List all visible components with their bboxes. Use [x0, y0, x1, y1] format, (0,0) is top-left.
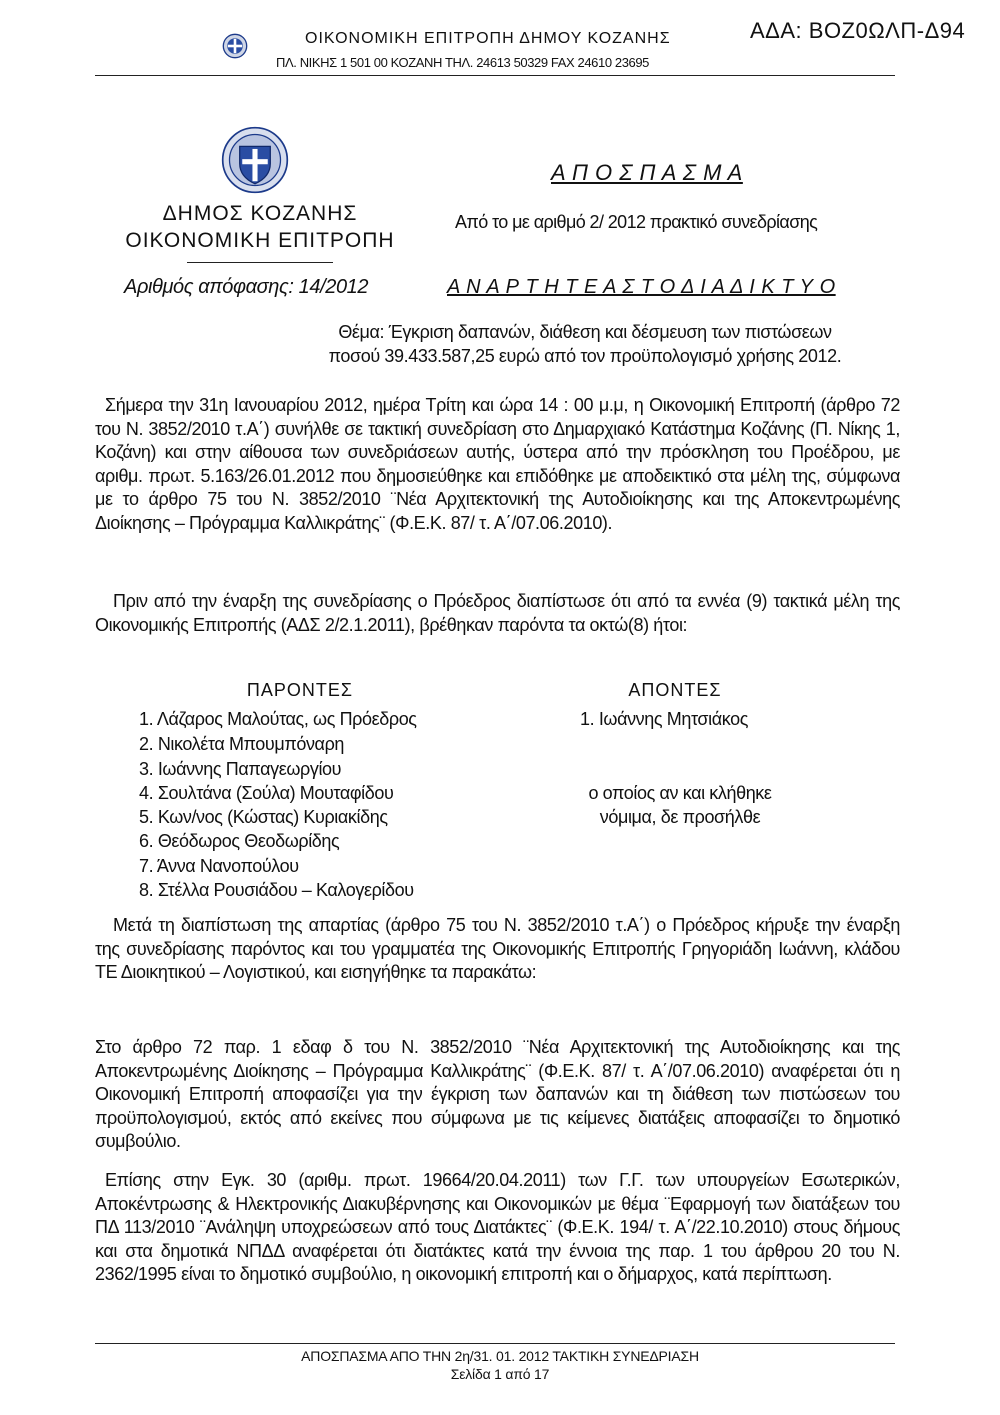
municipality-name: ΔΗΜΟΣ ΚΟΖΑΝΗΣ — [162, 202, 358, 225]
decision-number: Αριθμός απόφασης: 14/2012 — [124, 276, 369, 298]
present-member: 1. Λάζαρος Μαλούτας, ως Πρόεδρος — [139, 709, 417, 729]
subject-line-2: ποσού 39.433.587,25 ευρώ από τον προϋπολογισμό χρήσης 2012. — [328, 346, 842, 366]
minutes-reference: Από το με αριθμό 2/ 2012 πρακτικό συνεδρίασης — [455, 212, 818, 232]
subject-line-1: Θέμα: Έγκριση δαπανών, διάθεση και δέσμευση των πιστώσεων — [338, 322, 832, 342]
header-address: ΠΛ. ΝΙΚΗΣ 1 501 00 ΚΟΖΑΝΗ ΤΗΛ. 24613 50329 FAX 24610 23695 — [276, 55, 650, 70]
paragraph-article-72: Στο άρθρο 72 παρ. 1 εδαφ δ του Ν. 3852/2010 ¨Νέα Αρχιτεκτονική της Αυτοδιοίκησης και της Αποκεντρωμένης Διοίκησης – Πρόγραμμα Καλλικράτης¨ (Φ.Ε.Κ. 87/ τ. Α΄/07.06.2010) αναφέρεται ότι η Οικονομική Επιτροπή αποφασίζει για την έγκριση των δαπανών και τη διάθεση των πιστώσεων του προϋπολογισμού, εκτός από εκείνες που σύμφωνα με τις κείμενες διατάξεις αποφασίζει το δημοτικό συμβούλιο. — [95, 1037, 900, 1151]
present-member: 7. Άννα Νανοπούλου — [139, 856, 299, 876]
present-member: 2. Νικολέτα Μπουμπόναρη — [139, 734, 345, 754]
present-member: 4. Σουλτάνα (Σούλα) Μουταφίδου — [139, 783, 394, 803]
paragraph-meeting-intro: Σήμερα την 31η Ιανουαρίου 2012, ημέρα Τρίτη και ώρα 14 : 00 μ.μ, η Οικονομική Επιτροπή (άρθρο 72 του Ν. 3852/2010 τ.Α΄) συνήλθε σε τακτική συνεδρίαση στο Δημαρχιακό Κατάστημα Κοζάνης (Π. Νίκης 1, Κοζάνη) και στην αίθουσα των συνεδριάσεων αυτής, ύστερα από την πρόσκληση του Προέδρου, με αριθμ. πρωτ. 5.163/26.01.2012 που δημοσιεύθηκε και επιδόθηκε με αποδεικτικό στα μέλη της, σύμφωνα με το άρθρο 75 του Ν. 3852/2010 ¨Νέα Αρχιτεκτονική της Αυτοδιοίκησης και της Αποκεντρωμένης Διοίκησης – Πρόγραμμα Καλλικράτης¨ (Φ.Ε.Κ. 87/ τ. Α΄/07.06.2010). — [95, 395, 900, 533]
header-org-title: ΟΙΚΟΝΟΜΙΚΗ ΕΠΙΤΡΟΠΗ ΔΗΜΟΥ ΚΟΖΑΝΗΣ — [305, 30, 671, 47]
footer-page-number: Σελίδα 1 από 17 — [450, 1366, 550, 1382]
left-underline — [187, 262, 333, 263]
ada-code: ΑΔΑ: ΒΟΖ0ΩΛΠ-Δ94 — [750, 18, 966, 43]
internet-posting-notice: Α Ν Α Ρ Τ Η Τ Ε Α Σ Τ Ο Δ Ι Α Δ Ι Κ Τ Υ Ο — [447, 276, 836, 298]
committee-name: ΟΙΚΟΝΟΜΙΚΗ ΕΠΙΤΡΟΠΗ — [125, 229, 395, 252]
paragraph-circular-30: Επίσης στην Εγκ. 30 (αριθμ. πρωτ. 19664/20.04.2011) των Γ.Γ. των υπουργείων Εσωτερικών, Αποκέντρωσης & Ηλεκτρονικής Διακυβέρνησης και Οικονομικών με θέμα ¨Εφαρμογή των διατάξεων του ΠΔ 113/2010 ¨Ανάληψη υποχρεώσεων από τους Διατάκτες¨ (Φ.Ε.Κ. 194/ τ. Α΄/22.10.2010) στους δήμους και στα δημοτικά ΝΠΔΔ αναφέρεται ότι διατάκτες κατά την έννοια της παρ. 1 του άρθρου 20 του Ν. 2362/1995 είναι το δημοτικό συμβούλιο, η οικονομική επιτροπή και ο δήμαρχος, κατά περίπτωση. — [95, 1170, 900, 1284]
present-member: 8. Στέλλα Ρουσιάδου – Καλογερίδου — [139, 880, 414, 900]
present-member: 6. Θεόδωρος Θεοδωρίδης — [139, 831, 340, 851]
greek-coat-of-arms-icon — [222, 33, 248, 59]
greek-coat-of-arms-icon — [221, 126, 289, 194]
paragraph-opening: Μετά τη διαπίστωση της απαρτίας (άρθρο 75 του Ν. 3852/2010 τ.Α΄) ο Πρόεδρος κήρυξε την έναρξη της συνεδρίασης παρόντος και του γραμματέα της Οικονομικής Επιτροπής Γρηγοριάδη Ιωάννη, κλάδου ΤΕ Διοικητικού – Λογιστικού, και εισηγήθηκε τα παρακάτω: — [95, 915, 900, 982]
present-member: 3. Ιωάννης Παπαγεωργίου — [139, 759, 342, 779]
paragraph-quorum: Πριν από την έναρξη της συνεδρίασης ο Πρόεδρος διαπίστωσε ότι από τα εννέα (9) τακτικά μέλη της Οικονομικής Επιτροπής (ΑΔΣ 2/2.1.2011), βρέθηκαν παρόντα τα οκτώ(8) ήτοι: — [95, 591, 900, 635]
footer-session: ΑΠΟΣΠΑΣΜΑ ΑΠΟ ΤΗΝ 2η/31. 01. 2012 ΤΑΚΤΙΚΗ ΣΥΝΕΔΡΙΑΣΗ — [301, 1348, 699, 1364]
present-member: 5. Κων/νος (Κώστας) Κυριακίδης — [139, 807, 388, 827]
absent-note-line-2: νόμιμα, δε προσήλθε — [599, 807, 761, 827]
absent-member: 1. Ιωάννης Μητσιάκος — [580, 709, 749, 729]
absent-heading: ΑΠΟΝΤΕΣ — [628, 680, 722, 700]
document-title: Α Π Ο Σ Π Α Σ Μ Α — [551, 160, 743, 185]
absent-note-line-1: ο οποίος αν και κλήθηκε — [588, 783, 772, 803]
present-heading: ΠΑΡΟΝΤΕΣ — [246, 680, 354, 700]
header-divider — [95, 75, 895, 76]
footer-divider — [95, 1343, 895, 1344]
